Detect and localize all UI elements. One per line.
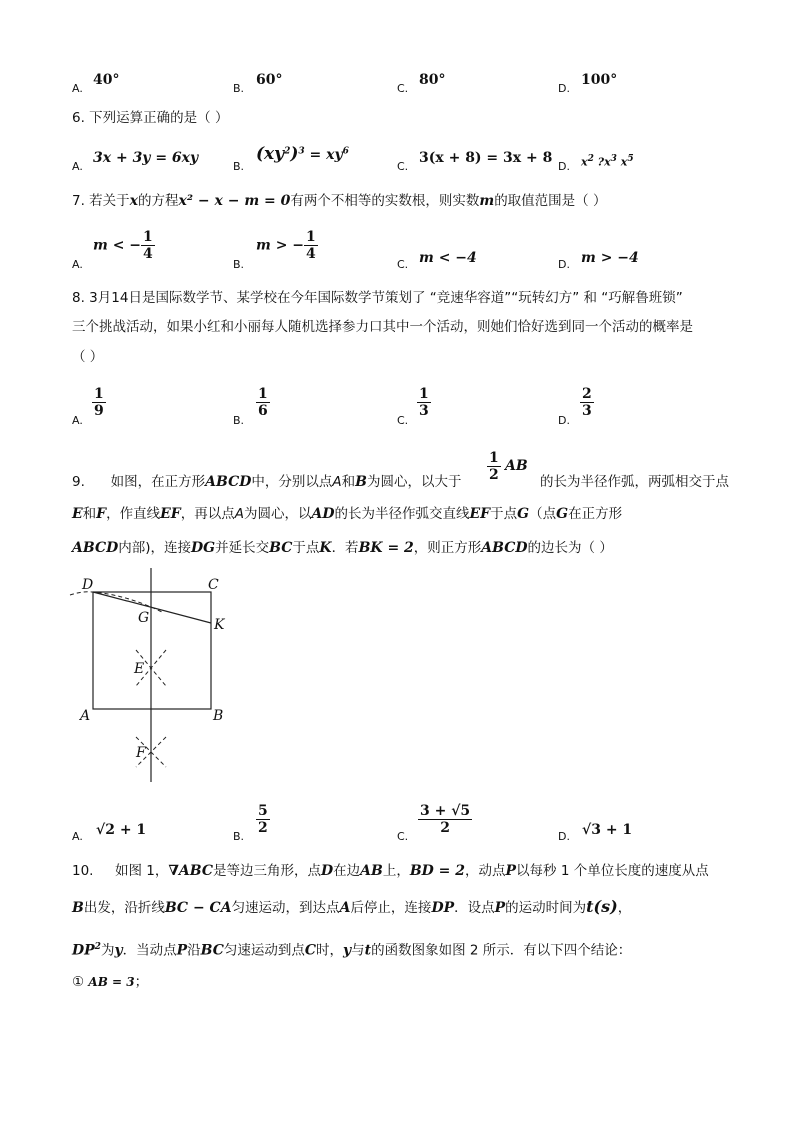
q7-option-b-letter: B. [233,258,245,271]
q9-option-c: $\frac{3 + √5}{2}$ [420,803,471,836]
label-c: C [208,577,219,593]
q8-stem-line1: 8. 3月14日是国际数学节、某学校在今年国际数学节策划了 “竞速华容道”“玩转幻方” 和 “巧解鲁班锁” [72,290,683,306]
q7-option-a-letter: A. [72,258,83,271]
q9-stem-line1-end: 的长为半径作弧，两弧相交于点 [540,474,729,490]
q6-option-a-letter: A. [72,160,83,173]
label-k: K [214,617,225,633]
q10-stem-line3: $DP^2$为y．当动点P沿BC匀速运动到点C时，y与t的函数图象如图 2 所示．有以下四个结论： [72,942,632,959]
q5-option-d: 100° [581,72,618,88]
q9-option-b-letter: B. [233,830,245,843]
q9-stem-line2: E和F，作直线EF，再以点A为圆心，以AD的长为半径作弧交直线EF于点G（点G在正方形 [72,506,623,522]
q8-option-a: $\frac{1}{9}$ [94,386,104,419]
q5-option-b-letter: B. [233,82,245,95]
q8-option-b: $\frac{1}{6}$ [258,386,268,419]
q8-option-d-letter: D. [558,414,570,427]
label-f: F [136,745,146,761]
q8-option-b-letter: B. [233,414,245,427]
q6-option-c-letter: C. [397,160,409,173]
q5-option-a-letter: A. [72,82,83,95]
q9-option-d: √3 + 1 [582,822,633,838]
q8-option-c: $\frac{1}{3}$ [419,386,429,419]
q7-option-d: m > −4 [581,250,639,266]
q9-option-b: $\frac{5}{2}$ [258,803,268,836]
q9-ab: AB [505,458,528,474]
q8-option-a-letter: A. [72,414,83,427]
q9-half-fraction: $\frac{1}{2}$ [489,450,499,483]
q8-option-d: $\frac{2}{3}$ [582,386,592,419]
q9-option-a: √2 + 1 [96,822,147,838]
square-abcd [93,592,211,709]
q6-option-d-letter: D. [558,160,570,173]
q6-option-a: 3x + 3y = 6xy [93,150,199,166]
label-g: G [138,610,150,626]
q7-option-c: m < −4 [419,250,477,266]
q9-stem-line1: 9. 如图，在正方形ABCD中，分别以点A和B为圆心，以大于 [72,474,462,490]
q7-option-a: m < − $\frac{1}{4}$ [93,229,153,262]
q5-option-c: 80° [419,72,446,88]
label-d: D [82,577,94,593]
arc-g [70,592,162,612]
q7-option-d-letter: D. [558,258,570,271]
q5-option-a: 40° [93,72,120,88]
q9-option-a-letter: A. [72,830,83,843]
q5-option-c-letter: C. [397,82,409,95]
q6-option-d: $x^2$ $?x^3$ $x^5$ [581,154,634,169]
q9-option-c-letter: C. [397,830,409,843]
q9-stem-line3: ABCD内部)，连接DG并延长交BC于点K．若BK = 2，则正方形ABCD的边长为（ ） [72,540,613,556]
q6-option-c: 3(x + 8) = 3x + 8 [419,150,553,166]
q5-option-b: 60° [256,72,283,88]
q6-stem: 6. 下列运算正确的是（ ） [72,110,229,126]
q10-stem-line1: 10. 如图 1，∇ABC是等边三角形，点D在边AB上，BD = 2，动点P以每秒 1 个单位长度的速度从点 [72,863,709,879]
label-b: B [213,708,224,724]
label-a: A [80,708,91,724]
q6-option-b: $(xy^2)^3 = xy^6$ [256,144,349,164]
q7-option-b: m > − $\frac{1}{4}$ [256,229,316,262]
q10-conclusion-1: ① AB = 3； [72,974,149,990]
q10-stem-line2: B出发，沿折线BC − CA匀速运动，到达点A后停止，连接DP．设点P的运动时间为t(s)， [72,897,632,916]
q8-stem-line2: 三个挑战活动，如果小红和小丽每人随机选择参力口其中一个活动，则她们恰好选到同一个活动的概率是 [72,319,693,335]
q5-option-d-letter: D. [558,82,570,95]
q9-figure [62,562,232,792]
q8-option-c-letter: C. [397,414,409,427]
q8-stem-line3: （ ） [72,349,104,365]
q7-stem: 7. 若关于x的方程x² − x − m = 0有两个不相等的实数根，则实数m的取值范围是（ ） [72,193,607,209]
label-e: E [134,661,145,677]
q7-option-c-letter: C. [397,258,409,271]
q9-option-d-letter: D. [558,830,570,843]
q7-equation: x² − x − m = 0 [178,193,291,209]
q6-option-b-letter: B. [233,160,245,173]
